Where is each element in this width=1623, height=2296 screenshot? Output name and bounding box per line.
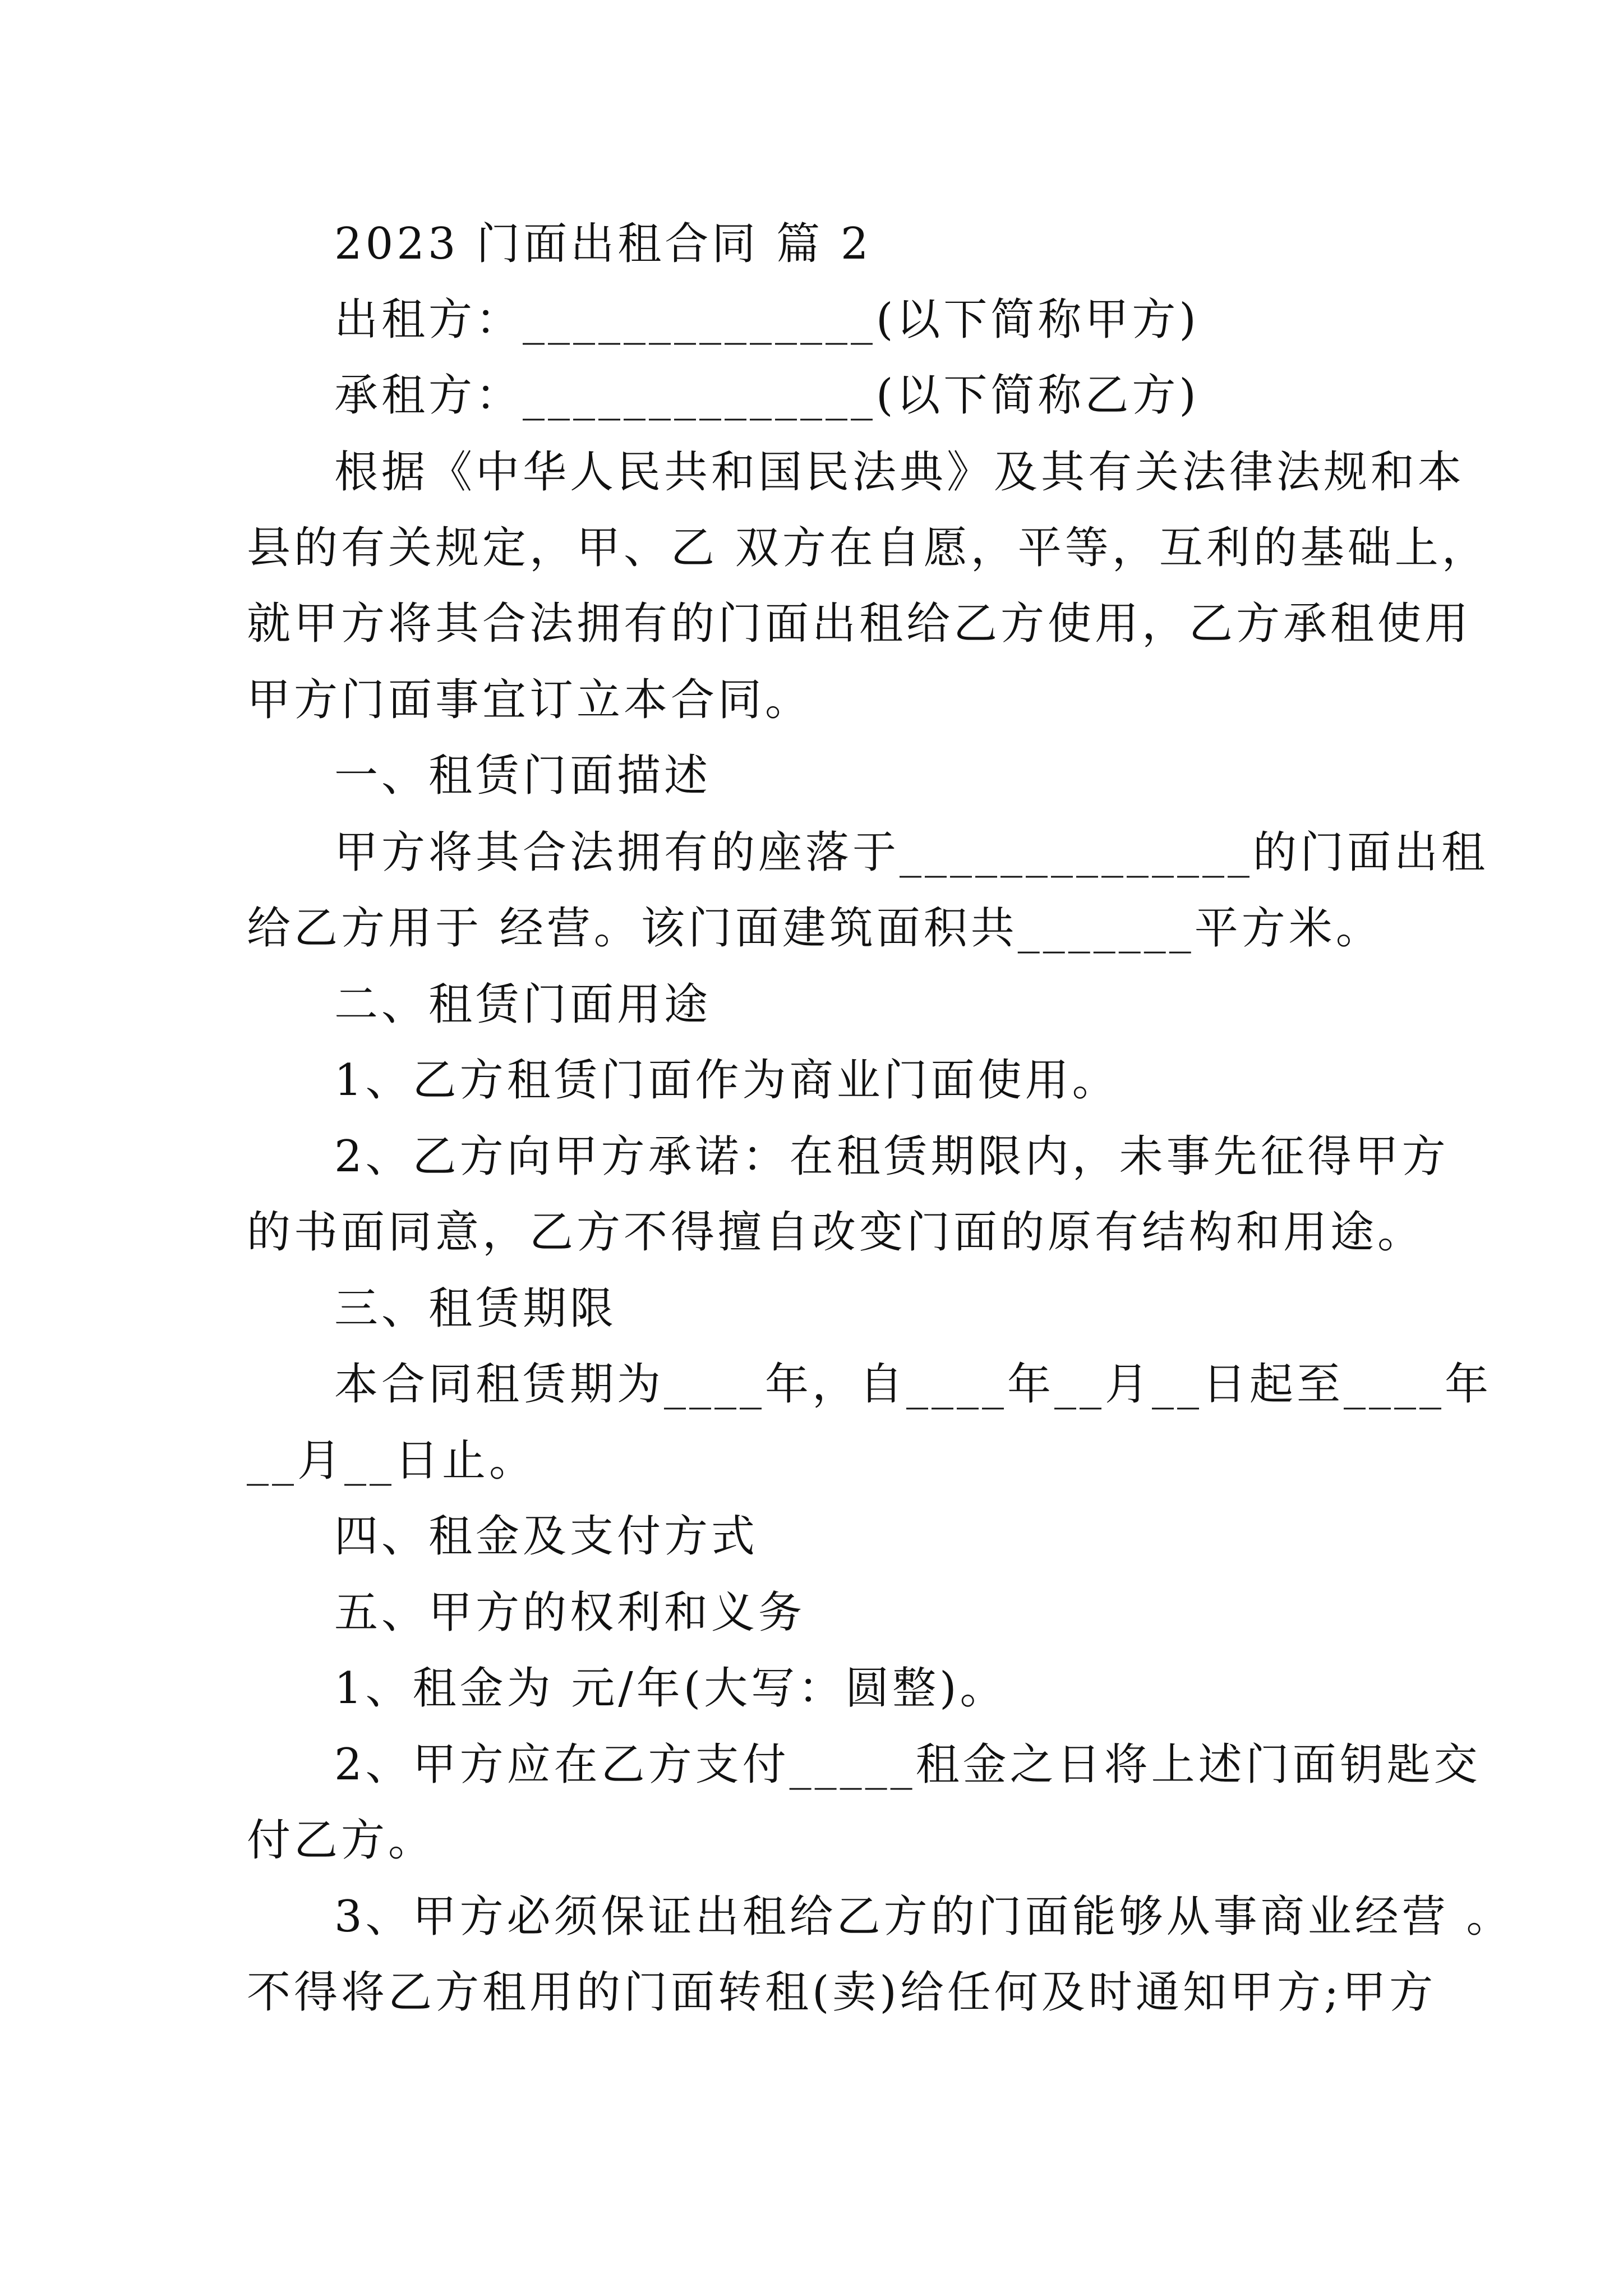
section-5-item-2-line-2: 付乙方。 [247, 1815, 436, 1866]
section-3-line-2: __月__日止。 [247, 1435, 537, 1486]
preamble-line-1: 根据《中华人民共和国民法典》及其有关法律法规和本 [334, 447, 1465, 498]
section-2-item-1: 1、乙方租赁门面作为商业门面使用。 [334, 1055, 1119, 1106]
section-5-item-3-line-2: 不得将乙方租用的门面转租(卖)给任何及时通知甲方;甲方 [247, 1967, 1437, 2018]
lessee-line: 承租方：______________(以下简称乙方) [334, 370, 1200, 421]
contract-title: 2023 门面出租合同 篇 2 [334, 219, 872, 269]
section-5-item-3-line-1: 3、甲方必须保证出租给乙方的门面能够从事商业经营 。 [334, 1892, 1514, 1942]
lessor-line: 出租方：______________(以下简称甲方) [334, 295, 1200, 345]
preamble-line-4: 甲方门面事宜订立本合同。 [247, 675, 813, 725]
section-2-item-2-line-2: 的书面同意，乙方不得擅自改变门面的原有结构和用途。 [247, 1207, 1425, 1258]
section-3-heading: 三、租赁期限 [334, 1283, 617, 1334]
section-2-item-2-line-1: 2、乙方向甲方承诺：在租赁期限内，未事先征得甲方 [334, 1131, 1449, 1182]
preamble-line-3: 就甲方将其合法拥有的门面出租给乙方使用，乙方承租使用 [247, 599, 1472, 649]
section-5-heading: 五、甲方的权利和义务 [334, 1588, 806, 1638]
section-5-item-2-line-1: 2、甲方应在乙方支付_____租金之日将上述门面钥匙交 [334, 1740, 1481, 1790]
section-1-line-2: 给乙方用于 经营。该门面建筑面积共_______平方米。 [247, 903, 1383, 954]
preamble-line-2: 县的有关规定，甲、乙 双方在自愿，平等，互利的基础上， [247, 523, 1489, 573]
section-4-heading: 四、租金及支付方式 [334, 1511, 759, 1562]
section-2-heading: 二、租赁门面用途 [334, 979, 712, 1030]
section-3-line-1: 本合同租赁期为____年，自____年__月__日起至____年 [334, 1359, 1492, 1410]
section-1-heading: 一、租赁门面描述 [334, 751, 712, 801]
section-1-line-1: 甲方将其合法拥有的座落于______________的门面出租 [334, 827, 1489, 878]
section-5-item-1: 1、租金为 元/年(大写：圆整)。 [334, 1663, 1007, 1714]
